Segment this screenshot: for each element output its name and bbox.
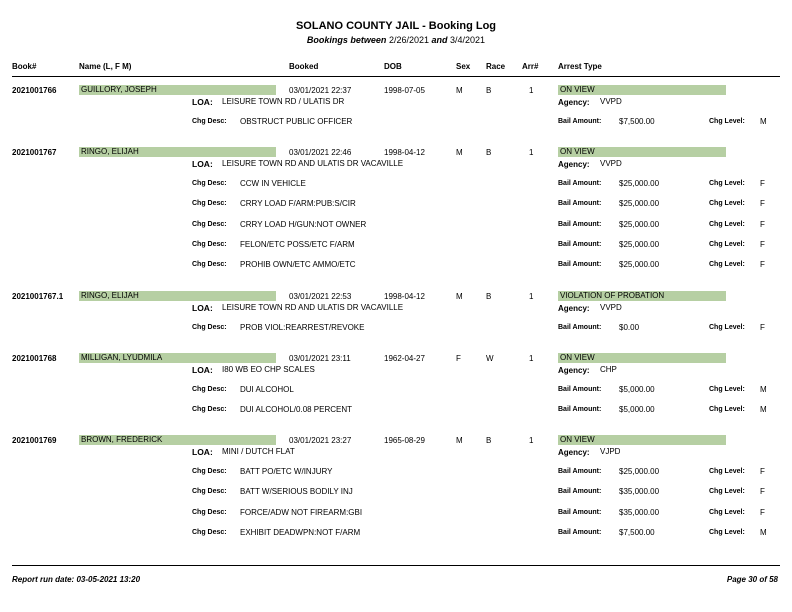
sex: M — [456, 436, 463, 445]
charge-level-label: Chg Level: — [709, 406, 745, 414]
charge-level: F — [760, 219, 765, 229]
charge-level-label: Chg Level: — [709, 180, 745, 187]
loa-label: LOA: — [192, 303, 213, 313]
bail-amount: $25,000.00 — [619, 179, 660, 188]
arrest-number: 1 — [529, 292, 534, 301]
page-number: Page 30 of 58 — [726, 575, 778, 584]
booked-datetime: 03/01/2021 22:46 — [289, 148, 352, 157]
booking-number: 2021001767 — [12, 148, 57, 157]
loa-label: LOA: — [192, 365, 213, 375]
charge-level-label: Chg Level: — [709, 261, 745, 269]
agency: VVPD — [600, 97, 622, 106]
agency: CHP — [600, 365, 617, 374]
charge-level: M — [760, 405, 767, 415]
bail-amount-label: Bail Amount: — [558, 386, 602, 393]
bail-amount: $35,000.00 — [619, 487, 660, 497]
charge-description: DUI ALCOHOL/0.08 PERCENT — [240, 405, 353, 415]
arrest-type: ON VIEW — [558, 435, 726, 445]
charge-desc-label: Chg Desc: — [192, 240, 227, 248]
charge-desc-label: Chg Desc: — [192, 406, 227, 414]
bail-amount-label: Bail Amount: — [558, 180, 602, 187]
bail-amount-label: Bail Amount: — [558, 118, 602, 125]
arrest-type: VIOLATION OF PROBATION — [558, 291, 726, 301]
col-arr: Arr# — [522, 62, 539, 71]
location-of-arrest: LEISURE TOWN RD / ULATIS DR — [222, 97, 345, 106]
race: W — [486, 354, 494, 363]
bail-amount-label: Bail Amount: — [558, 240, 602, 248]
charge-level-label: Chg Level: — [709, 508, 745, 516]
charge-description: DUI ALCOHOL — [240, 385, 294, 394]
location-of-arrest: MINI / DUTCH FLAT — [222, 447, 295, 456]
inmate-name: MILLIGAN, LYUDMILA — [79, 353, 276, 363]
agency-label: Agency: — [558, 448, 590, 457]
report-subtitle — [0, 35, 792, 45]
date-of-birth: 1998-04-12 — [384, 148, 425, 157]
col-dob: DOB — [384, 62, 402, 71]
bail-amount: $0.00 — [619, 323, 640, 332]
arrest-type: ON VIEW — [558, 147, 726, 157]
charge-desc-label: Chg Desc: — [192, 528, 227, 536]
date-to: 3/4/2021 — [450, 35, 486, 45]
bail-amount-label: Bail Amount: — [558, 200, 602, 208]
subtitle-prefix: Bookings between — [306, 35, 387, 45]
agency-label: Agency: — [558, 160, 590, 169]
charge-description: CRRY LOAD F/ARM:PUB:S/CIR — [240, 199, 356, 209]
charge-level: F — [760, 467, 765, 476]
charge-description: FORCE/ADW NOT FIREARM:GBI — [240, 507, 363, 517]
col-arrest-type: Arrest Type — [558, 62, 602, 71]
bail-amount-label: Bail Amount: — [558, 261, 602, 269]
charge-level-label: Chg Level: — [709, 528, 745, 536]
col-booked: Booked — [289, 62, 319, 71]
charge-level-label: Chg Level: — [709, 220, 745, 228]
booked-datetime: 03/01/2021 23:27 — [289, 436, 352, 445]
bail-amount: $25,000.00 — [619, 467, 660, 476]
race: B — [486, 436, 492, 445]
footer-rule — [12, 565, 780, 566]
charge-description: BATT W/SERIOUS BODILY INJ — [240, 487, 353, 497]
charge-desc-label: Chg Desc: — [192, 180, 227, 187]
bail-amount: $7,500.00 — [619, 527, 655, 537]
charge-level: F — [760, 487, 765, 497]
inmate-name: GUILLORY, JOSEPH — [79, 85, 276, 95]
header-rule — [12, 76, 780, 77]
charge-desc-label: Chg Desc: — [192, 118, 227, 125]
charge-desc-label: Chg Desc: — [192, 386, 227, 393]
bail-amount-label: Bail Amount: — [558, 220, 602, 228]
charge-level: F — [760, 199, 765, 209]
booked-datetime: 03/01/2021 22:53 — [289, 292, 352, 301]
charge-desc-label: Chg Desc: — [192, 508, 227, 516]
col-book: Book# — [12, 62, 37, 71]
charge-level-label: Chg Level: — [709, 240, 745, 248]
booking-number: 2021001766 — [12, 86, 57, 95]
inmate-name: BROWN, FREDERICK — [79, 435, 276, 445]
col-sex: Sex — [456, 62, 471, 71]
charge-description: PROHIB OWN/ETC AMMO/ETC — [240, 260, 356, 270]
arrest-type: ON VIEW — [558, 85, 726, 95]
date-of-birth: 1998-04-12 — [384, 292, 425, 301]
race: B — [486, 292, 492, 301]
charge-level-label: Chg Level: — [709, 118, 745, 125]
bail-amount: $25,000.00 — [619, 260, 660, 270]
charge-description: OBSTRUCT PUBLIC OFFICER — [240, 117, 353, 126]
bail-amount: $35,000.00 — [619, 507, 660, 517]
charge-description: CRRY LOAD H/GUN:NOT OWNER — [240, 219, 367, 229]
loa-label: LOA: — [192, 159, 213, 169]
report-run-date: Report run date: 03-05-2021 13:20 — [12, 575, 141, 584]
booked-datetime: 03/01/2021 22:37 — [289, 86, 352, 95]
arrest-number: 1 — [529, 436, 534, 445]
agency-label: Agency: — [558, 304, 590, 313]
report-title: SOLANO COUNTY JAIL - Booking Log — [295, 20, 497, 32]
charge-level: M — [760, 117, 767, 126]
charge-level-label: Chg Level: — [709, 200, 745, 208]
col-race: Race — [486, 62, 506, 71]
charge-description: PROB VIOL:REARREST/REVOKE — [240, 323, 365, 332]
charge-description: EXHIBIT DEADWPN:NOT F/ARM — [240, 527, 361, 537]
sex: M — [456, 86, 463, 95]
bail-amount-label: Bail Amount: — [558, 406, 602, 414]
bail-amount-label: Bail Amount: — [558, 508, 602, 516]
bail-amount: $25,000.00 — [619, 239, 660, 249]
race: B — [486, 148, 492, 157]
col-name: Name (L, F M) — [79, 62, 132, 71]
charge-level: F — [760, 260, 765, 270]
charge-level-label: Chg Level: — [709, 488, 745, 496]
charge-description: CCW IN VEHICLE — [240, 179, 306, 188]
bail-amount-label: Bail Amount: — [558, 324, 602, 331]
charge-desc-label: Chg Desc: — [192, 324, 227, 331]
agency-label: Agency: — [558, 98, 590, 107]
charge-level: F — [760, 507, 765, 517]
charge-description: FELON/ETC POSS/ETC F/ARM — [240, 239, 355, 249]
inmate-name: RINGO, ELIJAH — [79, 291, 276, 301]
date-of-birth: 1998-07-05 — [384, 86, 425, 95]
arrest-number: 1 — [529, 86, 534, 95]
booked-datetime: 03/01/2021 23:11 — [289, 354, 351, 363]
charge-level: M — [760, 385, 767, 394]
bail-amount: $25,000.00 — [619, 199, 660, 209]
charge-level-label: Chg Level: — [709, 386, 745, 393]
agency: VVPD — [600, 303, 622, 312]
bail-amount-label: Bail Amount: — [558, 488, 602, 496]
charge-level: M — [760, 527, 767, 537]
booking-number: 2021001767.1 — [12, 292, 64, 301]
charge-level: F — [760, 179, 765, 188]
agency: VVPD — [600, 159, 622, 168]
agency-label: Agency: — [558, 366, 590, 375]
sex: M — [456, 292, 463, 301]
charge-desc-label: Chg Desc: — [192, 488, 227, 496]
charge-desc-label: Chg Desc: — [192, 220, 227, 228]
bail-amount: $5,000.00 — [619, 385, 655, 394]
date-of-birth: 1962-04-27 — [384, 354, 425, 363]
charge-level-label: Chg Level: — [709, 468, 745, 475]
location-of-arrest: LEISURE TOWN RD AND ULATIS DR VACAVILLE — [222, 159, 404, 168]
sex: M — [456, 148, 463, 157]
subtitle-and: and — [431, 35, 448, 45]
charge-level: F — [760, 239, 765, 249]
charge-desc-label: Chg Desc: — [192, 468, 227, 475]
charge-level-label: Chg Level: — [709, 324, 745, 331]
bail-amount-label: Bail Amount: — [558, 528, 602, 536]
bail-amount: $5,000.00 — [619, 405, 655, 415]
booking-number: 2021001768 — [12, 354, 57, 363]
booking-number: 2021001769 — [12, 436, 57, 445]
loa-label: LOA: — [192, 97, 213, 107]
arrest-number: 1 — [529, 354, 534, 363]
charge-description: BATT PO/ETC W/INJURY — [240, 467, 333, 476]
date-from: 2/26/2021 — [388, 35, 429, 45]
charge-level: F — [760, 323, 765, 332]
location-of-arrest: LEISURE TOWN RD AND ULATIS DR VACAVILLE — [222, 303, 404, 312]
charge-desc-label: Chg Desc: — [192, 261, 227, 269]
loa-label: LOA: — [192, 447, 213, 457]
inmate-name: RINGO, ELIJAH — [79, 147, 276, 157]
arrest-number: 1 — [529, 148, 534, 157]
location-of-arrest: I80 WB EO CHP SCALES — [222, 365, 315, 374]
race: B — [486, 86, 492, 95]
agency: VJPD — [600, 447, 621, 456]
bail-amount: $25,000.00 — [619, 219, 660, 229]
arrest-type: ON VIEW — [558, 353, 726, 363]
bail-amount: $7,500.00 — [619, 117, 655, 126]
date-of-birth: 1965-08-29 — [384, 436, 425, 445]
bail-amount-label: Bail Amount: — [558, 468, 602, 475]
charge-desc-label: Chg Desc: — [192, 200, 227, 208]
sex: F — [456, 354, 461, 363]
